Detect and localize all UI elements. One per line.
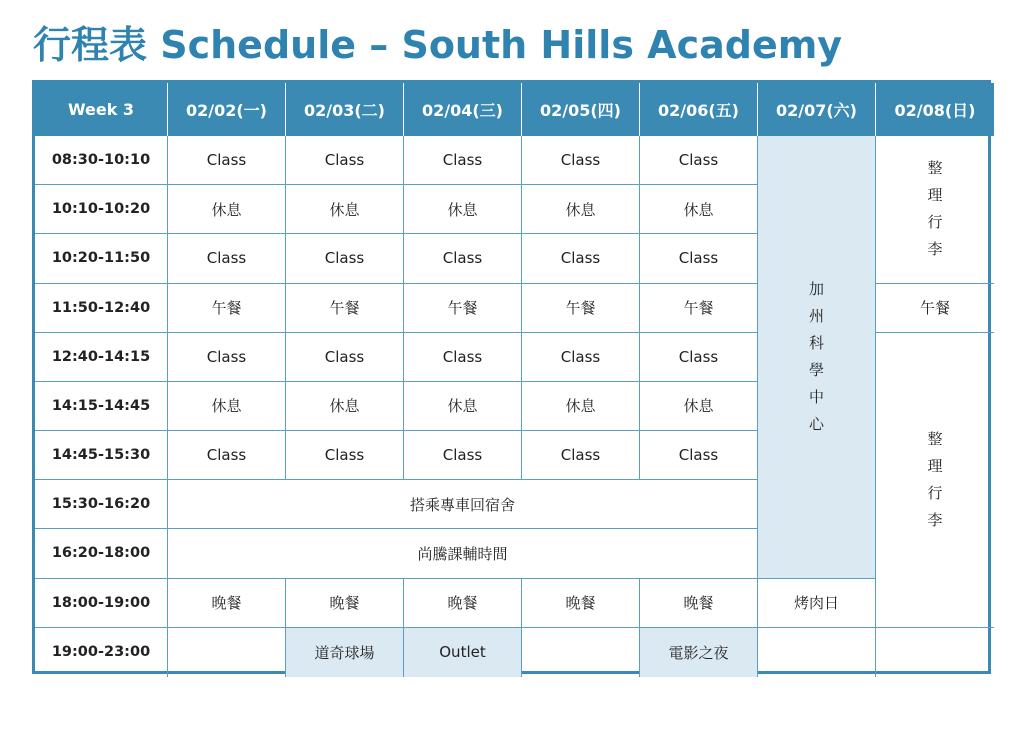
schedule-cell: 休息 <box>404 382 522 431</box>
schedule-cell: 休息 <box>286 382 404 431</box>
vertical-char: 理 <box>927 186 943 205</box>
header-day: 02/04(三) <box>404 83 522 136</box>
evening-event-cell: 道奇球場 <box>286 628 404 677</box>
schedule-cell: 午餐 <box>168 284 286 333</box>
schedule-cell <box>168 628 286 677</box>
vertical-char: 州 <box>808 306 824 325</box>
schedule-cell: Class <box>404 431 522 480</box>
schedule-cell <box>522 628 640 677</box>
schedule-cell: Class <box>640 234 758 283</box>
schedule-cell: Class <box>522 333 640 382</box>
schedule-cell: Class <box>522 431 640 480</box>
vertical-char: 心 <box>808 414 824 433</box>
schedule-cell: 休息 <box>168 185 286 234</box>
time-slot: 18:00-19:00 <box>35 579 168 628</box>
schedule-cell: 晚餐 <box>404 579 522 628</box>
schedule-cell: Class <box>286 431 404 480</box>
schedule-cell: Class <box>522 234 640 283</box>
vertical-char: 李 <box>927 240 943 259</box>
header-day: 02/03(二) <box>286 83 404 136</box>
time-slot: 14:15-14:45 <box>35 382 168 431</box>
header-week: Week 3 <box>35 83 168 136</box>
bus-cell: 搭乘專車回宿舍 <box>168 480 758 529</box>
schedule-cell: 午餐 <box>640 284 758 333</box>
evening-event-cell: 電影之夜 <box>640 628 758 677</box>
time-slot: 11:50-12:40 <box>35 284 168 333</box>
schedule-cell: Class <box>168 234 286 283</box>
tutoring-cell: 尚騰課輔時間 <box>168 529 758 578</box>
time-slot: 14:45-15:30 <box>35 431 168 480</box>
schedule-cell: 休息 <box>640 185 758 234</box>
schedule-cell: Class <box>168 431 286 480</box>
header-day: 02/06(五) <box>640 83 758 136</box>
schedule-cell: Class <box>640 431 758 480</box>
schedule-cell: Class <box>640 136 758 185</box>
evening-event-cell: Outlet <box>404 628 522 677</box>
schedule-cell: Class <box>168 333 286 382</box>
bbq-cell: 烤肉日 <box>758 579 876 628</box>
schedule-cell: 午餐 <box>522 284 640 333</box>
schedule-cell: Class <box>286 136 404 185</box>
schedule-cell: 晚餐 <box>640 579 758 628</box>
schedule-cell <box>758 628 876 677</box>
schedule-cell: Class <box>522 136 640 185</box>
schedule-cell: 晚餐 <box>168 579 286 628</box>
schedule-cell: 休息 <box>168 382 286 431</box>
time-slot: 12:40-14:15 <box>35 333 168 382</box>
schedule-cell: 午餐 <box>404 284 522 333</box>
vertical-char: 學 <box>808 360 824 379</box>
schedule-cell: 晚餐 <box>522 579 640 628</box>
schedule-table <box>32 80 991 674</box>
time-slot: 15:30-16:20 <box>35 480 168 529</box>
schedule-cell: 休息 <box>522 185 640 234</box>
vertical-char: 行 <box>927 213 943 232</box>
time-slot: 16:20-18:00 <box>35 529 168 578</box>
schedule-cell: Class <box>404 136 522 185</box>
time-slot: 10:10-10:20 <box>35 185 168 234</box>
schedule-cell <box>876 628 994 677</box>
vertical-char: 整 <box>927 159 943 178</box>
schedule-cell: Class <box>286 234 404 283</box>
time-slot: 19:00-23:00 <box>35 628 168 677</box>
vertical-char: 李 <box>927 510 943 529</box>
schedule-cell: Class <box>404 234 522 283</box>
packing-cell <box>876 136 994 284</box>
vertical-char: 整 <box>927 429 943 448</box>
header-day: 02/05(四) <box>522 83 640 136</box>
time-slot: 08:30-10:10 <box>35 136 168 185</box>
schedule-cell: 休息 <box>522 382 640 431</box>
packing-cell <box>876 333 994 628</box>
vertical-char: 加 <box>808 279 824 298</box>
schedule-cell: 休息 <box>286 185 404 234</box>
vertical-char: 中 <box>808 387 824 406</box>
science-center-cell <box>758 136 876 579</box>
time-slot: 10:20-11:50 <box>35 234 168 283</box>
vertical-char: 行 <box>927 483 943 502</box>
schedule-cell: Class <box>404 333 522 382</box>
schedule-cell: Class <box>640 333 758 382</box>
schedule-cell: 晚餐 <box>286 579 404 628</box>
vertical-char: 科 <box>808 333 824 352</box>
header-day: 02/07(六) <box>758 83 876 136</box>
vertical-char: 理 <box>927 456 943 475</box>
schedule-cell: 休息 <box>404 185 522 234</box>
schedule-cell: 午餐 <box>876 284 994 333</box>
schedule-cell: 休息 <box>640 382 758 431</box>
schedule-cell: 午餐 <box>286 284 404 333</box>
header-day: 02/02(一) <box>168 83 286 136</box>
header-day: 02/08(日) <box>876 83 994 136</box>
schedule-cell: Class <box>286 333 404 382</box>
page-title: 行程表 Schedule – South Hills Academy <box>33 23 843 67</box>
schedule-cell: Class <box>168 136 286 185</box>
